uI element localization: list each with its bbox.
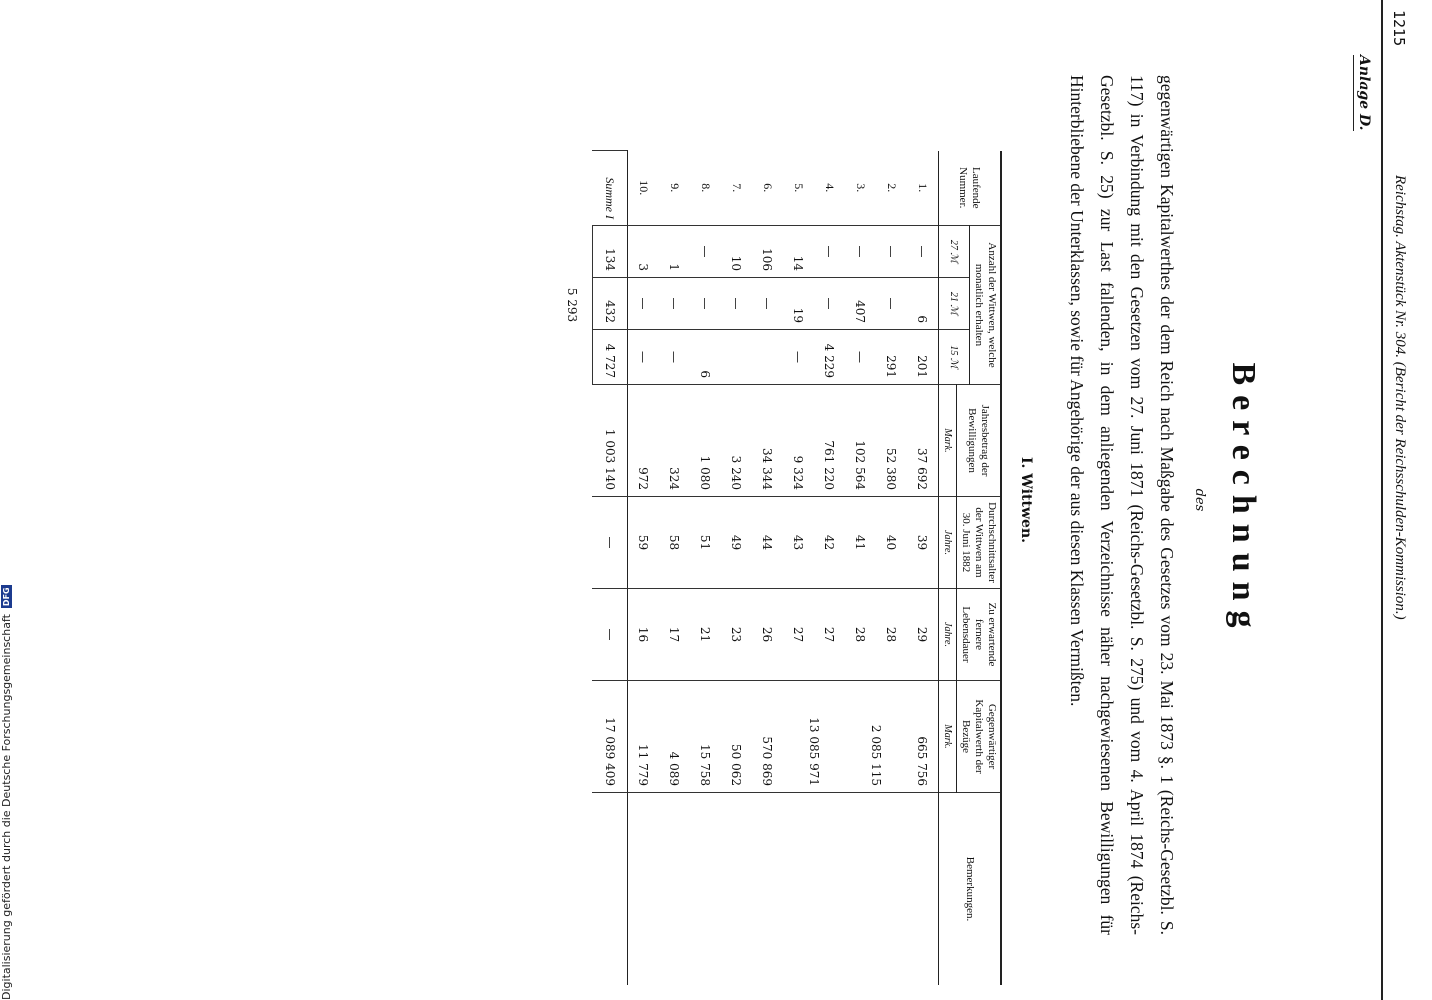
header-bemerkungen: Bemerkungen. bbox=[939, 793, 1002, 986]
unit-mark: Mark. bbox=[939, 385, 957, 497]
dfg-logo: DFG bbox=[2, 587, 11, 607]
anlage-label: Anlage D. bbox=[1353, 55, 1372, 131]
header-21: 21 ℳ bbox=[939, 278, 970, 330]
table-row: 6. 106 — 34 344 44 26 570 869 bbox=[752, 151, 783, 986]
running-title: Reichstag. Aktenstück Nr. 304. (Bericht der Reichsschulden-Kommission.) bbox=[1392, 175, 1408, 620]
page-title: Berechnung bbox=[1225, 362, 1262, 638]
unit-jahre-2: Jahre. bbox=[939, 589, 957, 681]
header-dauer: Zu erwartende fernere Lebensdauer bbox=[957, 589, 1002, 681]
header-15: 15 ℳ bbox=[939, 330, 970, 385]
intro-paragraph: gegenwärtigen Kapitalwerthes der dem Reich nach Maßgabe des Gesetzes vom 23. Mai 1873 §. 1 (Reichs-Gesetzbl. S. 117) in Verbindung mit den Gesetzen vom 27. Juni 1871 (Reichs-Gesetzbl. S. 275) und vom 4. April 1874 (Reichs-Gesetzbl. S. 25) zur Last fallenden, in dem anliegenden Verzeichnisse näher nachgewiesenen Bewilligungen für Hinterbliebene der Unterklassen, sowie für Angehörige der aus diesen Klassen Vermißten. bbox=[1067, 75, 1177, 935]
unit-jahre: Jahre. bbox=[939, 497, 957, 589]
header-jahresbetrag: Jahresbetrag der Bewilligungen bbox=[957, 385, 1002, 497]
table-row: 2. — — 291 52 380 40 28 2 085 115 bbox=[876, 151, 907, 986]
digitization-note bbox=[0, 580, 13, 1000]
running-header bbox=[1384, 0, 1414, 1000]
header-rule bbox=[1381, 0, 1383, 1000]
unit-mark-2: Mark. bbox=[939, 681, 957, 793]
digitization-text: Digitalisierung gefördert durch die Deutsche Forschungsgemeinschaft bbox=[0, 614, 13, 1000]
section-title: I. Wittwen. bbox=[1018, 456, 1034, 544]
table-row: 9. 1 — — 324 58 17 4 089 bbox=[659, 151, 690, 986]
page-number: 1215 bbox=[1390, 10, 1408, 47]
header-27: 27 ℳ bbox=[939, 226, 970, 278]
sum-row: Summe I 134 432 4 727 1 003 140 — — 17 089 409 bbox=[593, 151, 628, 986]
total-widows: 5 293 bbox=[552, 226, 593, 385]
table-row: 10. 3 — — 972 59 16 11 779 bbox=[628, 151, 660, 986]
table-row: 5. 14 19 — 9 324 43 27 bbox=[783, 151, 814, 986]
total-row bbox=[552, 151, 593, 986]
header-kapital: Gegenwärtiger Kapitalwerth der Bezüge bbox=[957, 681, 1002, 793]
sum-label: Summe I bbox=[593, 151, 628, 226]
title-connector: des bbox=[1192, 488, 1207, 512]
header-anzahl: Anzahl der Wittwen, welche monatlich erhalten bbox=[970, 226, 1002, 385]
header-lfd: Laufende Nummer. bbox=[939, 151, 1002, 226]
header-alter: Durchschnittsalter der Wittwen am 30. Juni 1882 bbox=[957, 497, 1002, 589]
table-row: 3. — 407 — 102 564 41 28 bbox=[845, 151, 876, 986]
table-row: 4. — — 4 229 761 220 42 27 13 085 971 bbox=[814, 151, 845, 986]
table-row: 1. — 6 201 37 692 39 29 665 756 bbox=[907, 151, 939, 986]
table-row: 7. 10 — 3 240 49 23 50 062 bbox=[721, 151, 752, 986]
table-row: 8. — — 6 1 080 51 21 15 758 bbox=[690, 151, 721, 986]
pension-table bbox=[552, 150, 1002, 985]
